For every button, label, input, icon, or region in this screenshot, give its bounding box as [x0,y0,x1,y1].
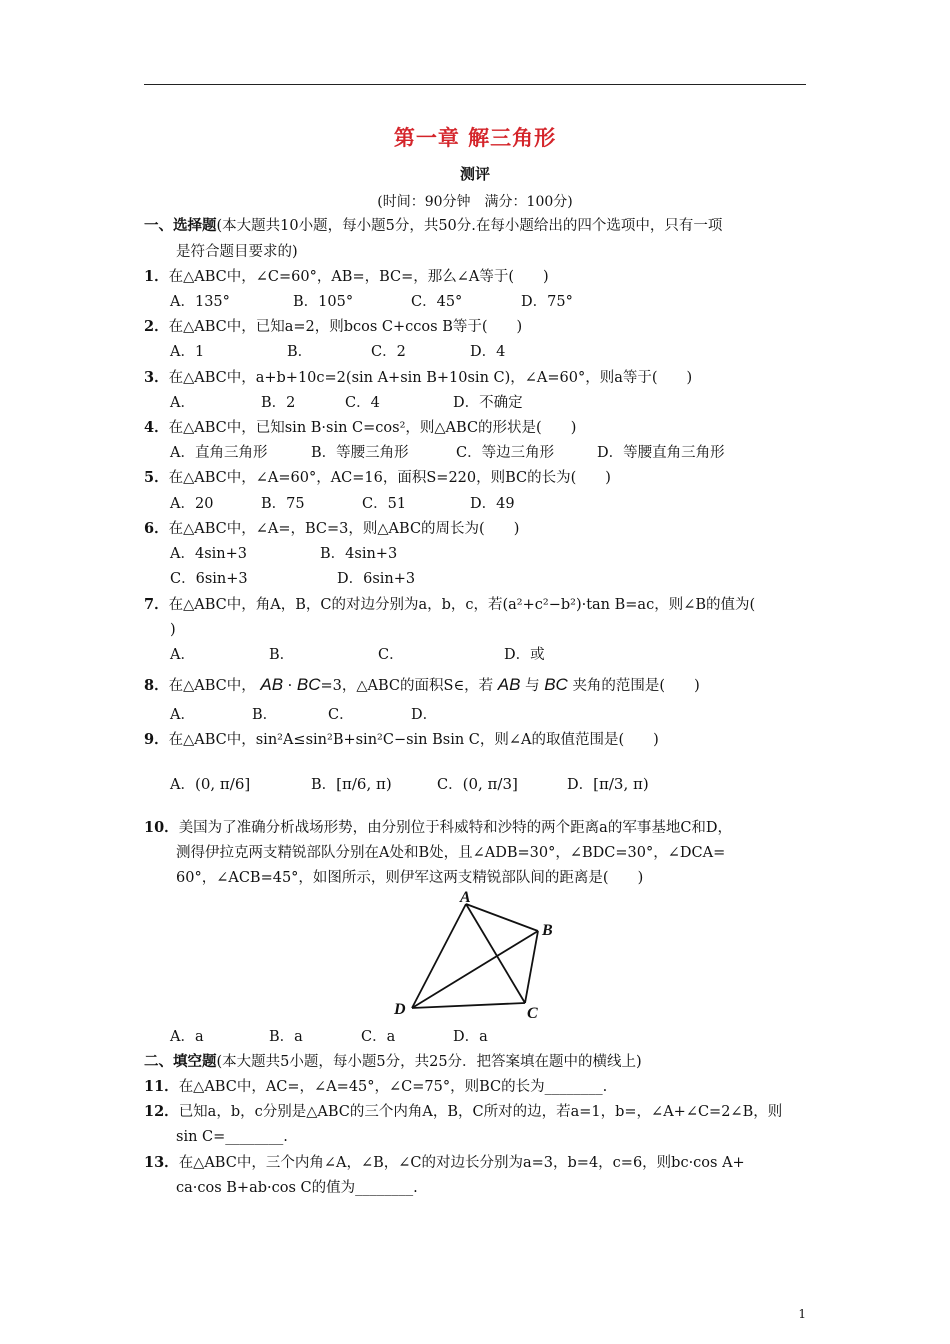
q5-option-b[interactable]: B．75 [261,496,305,512]
option-label: D． [567,777,594,793]
question-8 [144,675,700,696]
option-label: A． [170,777,195,793]
q1-option-c[interactable]: C．45° [411,294,463,310]
edge-ab [466,904,538,931]
vector-ab: AB [260,675,284,694]
question-1 [144,267,549,287]
question-12 [144,1102,782,1122]
q1-option-b[interactable]: B．105° [293,294,354,310]
interval-d: [π/3, π) [593,775,649,793]
q6-option-a[interactable]: A．4sin+3 [170,546,247,562]
vertex-label-a: A [460,890,471,906]
quadrilateral-figure [388,890,558,1022]
q5-option-c[interactable]: C．51 [362,496,407,512]
vector-bc: BC [544,675,568,694]
q8-option-a[interactable]: A． [170,707,195,723]
q5-option-a[interactable]: A．20 [170,496,214,512]
q3-option-a[interactable]: A． [170,395,195,411]
question-text: 已知a，b，c分别是△ABC的三个内角A，B，C所对的边，若a=1，b=，∠A+∠C=2∠B，则 [178,1104,783,1120]
question-number: 1． [144,268,169,285]
q4-option-d[interactable]: D．等腰直角三角形 [597,445,725,461]
question-13 [144,1153,745,1173]
header-rule [144,84,806,85]
section-2-header [144,1052,642,1072]
edge-ac [466,904,525,1003]
q4-option-c[interactable]: C．等边三角形 [456,445,555,461]
question-6 [144,519,519,539]
question-text: 在△ABC中，∠A=，BC=3，则△ABC的周长为( ) [168,521,520,537]
q9-option-d[interactable] [567,774,649,795]
section-1-header [144,216,722,236]
edge-dc [412,1003,525,1008]
q1-option-a[interactable]: A．135° [170,294,230,310]
question-10-cont: 测得伊拉克两支精锐部队分别在A处和B处，且∠ADB=30°，∠BDC=30°，∠DCA= [176,845,726,861]
question-text: 在△ABC中，角A，B，C的对边分别为a，b，c，若(a²+c²−b²)·tan B=ac，则∠B的值为( [168,597,756,613]
question-number: 2． [144,318,169,335]
q8-option-d[interactable]: D． [411,707,438,723]
question-4 [144,418,576,438]
q2-option-c[interactable]: C．2 [371,344,406,360]
q4-option-b[interactable]: B．等腰三角形 [311,445,409,461]
conjunction: 与 [525,678,540,694]
edge-bc [525,931,538,1003]
q7-option-a[interactable]: A． [170,647,195,663]
question-text-post: 夹角的范围是( ) [572,678,700,694]
vector-ab: AB [497,675,521,694]
q10-option-a[interactable]: A．a [170,1029,204,1045]
question-number: 5． [144,469,169,486]
question-number: 8． [144,677,169,694]
question-10 [144,818,732,838]
question-number: 6． [144,520,169,537]
q6-option-b[interactable]: B．4sin+3 [320,546,398,562]
q1-option-d[interactable]: D．75° [521,294,573,310]
question-text: 在△ABC中，已知sin B·sin C=cos²，则△ABC的形状是( ) [168,420,577,436]
question-7-cont: ) [170,622,176,638]
q2-option-b[interactable]: B． [287,344,313,360]
question-text-mid: =3，△ABC的面积S∈，若 [320,678,494,694]
question-text: 在△ABC中，sin²A≤sin²B+sin²C−sin Bsin C，则∠A的取值范围是( ) [168,732,659,748]
question-7 [144,595,755,615]
interval-a: (0, π/6] [194,775,251,793]
question-10-cont-2: 60°，∠ACB=45°，如图所示，则伊军这两支精锐部队间的距离是( ) [176,870,644,886]
q7-option-c[interactable]: C． [378,647,404,663]
question-9 [144,730,659,750]
q10-option-c[interactable]: C．a [361,1029,396,1045]
q4-option-a[interactable]: A．直角三角形 [170,445,268,461]
q3-option-c[interactable]: C．4 [345,395,380,411]
question-2 [144,317,522,337]
q2-option-a[interactable]: A．1 [170,344,205,360]
section-1-desc: (本大题共10小题，每小题5分，共50分.在每小题给出的四个选项中，只有一项 [216,218,723,234]
question-13-cont: ca·cos B+ab·cos C的值为________. [176,1180,418,1196]
vertex-label-d: D [394,1001,406,1018]
question-12-cont: sin C=________. [176,1129,288,1145]
q10-option-d[interactable]: D．a [453,1029,488,1045]
vertex-label-b: B [542,922,553,939]
section-2-desc: (本大题共5小题，每小题5分，共25分．把答案填在题中的横线上) [216,1054,642,1070]
q3-option-b[interactable]: B．2 [261,395,296,411]
q7-option-b[interactable]: B． [269,647,295,663]
question-number: 10． [144,819,179,836]
question-number: 3． [144,369,169,386]
q9-option-b[interactable] [311,774,392,795]
option-label: B． [311,777,337,793]
page-number: 1 [798,1307,806,1321]
question-number: 12． [144,1103,179,1120]
dot-product: · [287,678,293,694]
question-text: 在△ABC中，a+b+10c=2(sin A+sin B+10sin C)，∠A=60°，则a等于( ) [168,370,693,386]
q9-option-c[interactable] [437,774,518,795]
vector-bc: BC [296,675,321,694]
q7-option-d[interactable]: D．或 [504,647,545,663]
question-number: 7． [144,596,169,613]
page-title: 第一章 解三角形 [393,125,557,150]
question-text: 美国为了准确分析战场形势，由分别位于科威特和沙特的两个距离a的军事基地C和D， [178,820,733,836]
question-text: 在△ABC中，已知a=2，则bcos C+ccos B等于( ) [168,319,523,335]
question-text: 在△ABC中，∠C=60°，AB=，BC=，那么∠A等于( ) [168,269,549,285]
interval-c: (0, π/3] [462,775,518,793]
q3-option-d[interactable]: D．不确定 [453,395,523,411]
q8-option-b[interactable]: B． [252,707,278,723]
question-3 [144,368,692,388]
question-number: 9． [144,731,169,748]
option-label: C． [437,777,463,793]
vertex-label-c: C [527,1005,538,1022]
q8-option-c[interactable]: C． [328,707,354,723]
section-1-desc-2: 是符合题目要求的) [176,244,298,260]
q10-option-b[interactable]: B．a [269,1029,303,1045]
exam-meta: (时间：90分钟 满分：100分) [377,194,573,210]
q9-option-a[interactable] [170,774,250,795]
question-number: 13． [144,1154,179,1171]
section-1-heading: 一、选择题 [144,217,217,234]
question-text: 在△ABC中，∠A=60°，AC=16，面积S=220，则BC的长为( ) [168,470,611,486]
q6-option-d[interactable]: D．6sin+3 [337,571,416,587]
question-number: 4． [144,419,169,436]
question-number: 11． [144,1078,179,1095]
section-2-heading: 二、填空题 [144,1053,217,1070]
question-5 [144,468,611,488]
question-text-pre: 在△ABC中， [168,678,256,694]
interval-b: [π/6, π) [336,775,392,793]
q2-option-d[interactable]: D．4 [470,344,506,360]
question-text: 在△ABC中，AC=，∠A=45°，∠C=75°，则BC的长为________. [178,1079,608,1095]
edge-bd [412,931,538,1008]
q6-option-c[interactable]: C．6sin+3 [170,571,248,587]
question-text: 在△ABC中，三个内角∠A，∠B，∠C的对边长分别为a=3，b=4，c=6，则bc·cos A+ [178,1155,745,1171]
page-subtitle: 测评 [459,165,490,183]
question-11 [144,1077,607,1097]
q5-option-d[interactable]: D．49 [470,496,515,512]
